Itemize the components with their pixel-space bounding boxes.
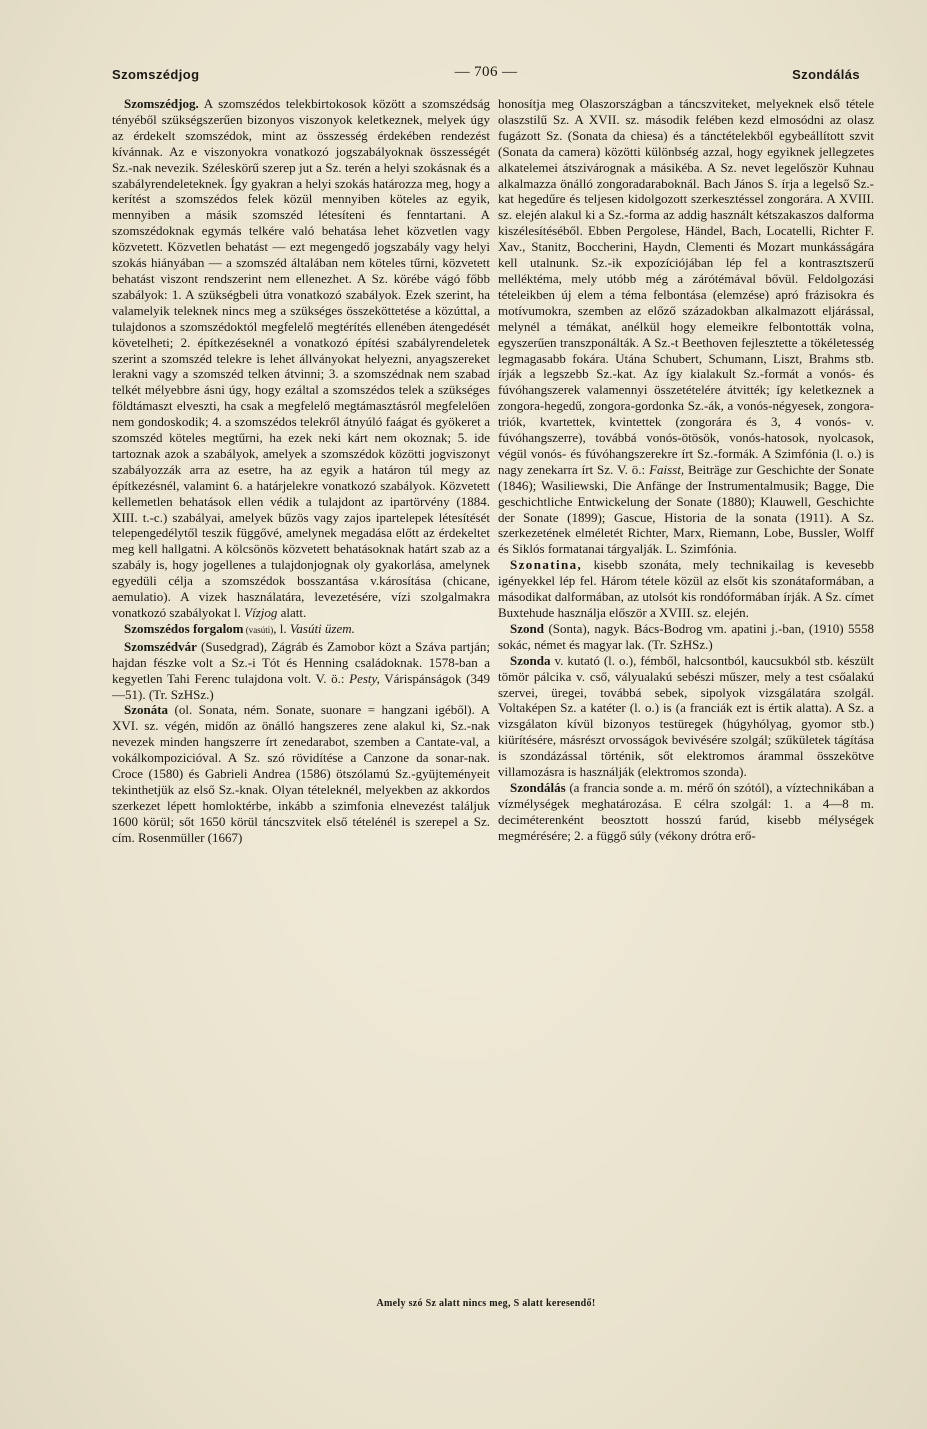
entry-szonata (112, 702, 490, 845)
header-right-guideword: Szondálás (792, 67, 860, 82)
entry-headword: Szond (510, 620, 544, 636)
entry-text: kisebb szonáta, mely technikailag is kevesebb igényekkel lép fel. Három tétele közül az elsőt kis szonátaformában, a másodikat dalformában, az utolsót kis rondóformában írják. A Sz. címet Buxtehude használja először a XVIII. sz. elején. (498, 557, 874, 620)
right-column (498, 96, 874, 1276)
entry-szonatina (498, 557, 874, 621)
entry-crossref: Faisst, (649, 461, 685, 477)
entry-text: (a francia sonde a. m. mérő ón szótól), a víztechnikában a vízmélységek meghatározása. E célra szolgál: 1. a 4—8 m. deciméterenként beosztott hosszú farúd, kisebb mélységek megmérésére; 2. a függő súly (vékony drótra erő- (498, 779, 874, 843)
entry-qualifier: (vasúti) (243, 624, 274, 635)
entry-crossref: Vízjog (244, 605, 278, 620)
entry-text: v. kutató (l. o.), fémből, halcsontból, kaucsukból stb. készült tömör pálcika v. cső, vályualakú sebészi műszer, mely a test csőalakú szervei, üregei, továbbá sebek, sipolyok vizsgálatára szolgál. Voltaképen Sz. a katéter (l. o.) is (a franciák ezt is értik alatta). A Sz. a vizsgálaton kívül bizonyos testüregek (húgyhólyag, gyomor stb.) kiürítésére, másrészt orvosságok bevivésére szolgál; szűkületek tágítása is szondázással történik, sőt elektromos árammal összekötve villamozásra is használják (elektromos szonda). (498, 652, 874, 780)
entry-headword: Szonda (510, 652, 551, 668)
entry-szomszedjog (112, 96, 490, 621)
entry-crossref: Pesty, (349, 670, 380, 686)
header-left-guideword: Szomszédjog (112, 67, 200, 82)
entry-szomszedos-forgalom (112, 621, 490, 639)
entry-headword: Szomszédjog. (124, 96, 199, 111)
left-column (112, 96, 490, 1276)
page-header (112, 64, 860, 84)
entry-text: (Susedgrad), Zágráb és Zamobor közt a Száva partján; hajdan fészke volt a Sz.-i Tót és Henning családoknak. 1578-ban a kegyetlen Tahi Ferenc tulajdona volt. V. ö.: (112, 638, 490, 686)
entry-szondalas (498, 780, 874, 844)
entry-crossref: Vasúti üzem. (289, 620, 355, 636)
entry-headword: Szonatina, (510, 557, 583, 573)
entry-headword: Szonáta (124, 702, 169, 718)
entry-tail: Várispánságok (349—51). (Tr. SzHSz.) (112, 670, 490, 702)
entry-szomszedvar (112, 639, 490, 703)
page-number: — 706 — (454, 64, 518, 80)
entry-szonata-continued (498, 96, 874, 557)
entry-szonda (498, 653, 874, 780)
entry-text: honosítja meg Olaszországban a táncszviteket, melyeknek első tétele olaszstilű Sz. A XVII. sz. második felében kezd elmosódni az olasz fugázott Sz. (Sonata da chiesa) és a tánctételekből egybeállított szvit (Sonata da camera) közötti különbség azzal, hogy egyiknek jellegzetes alkatelemei átszivárognak a másikéba. A Sz. nevet legelőször Kuhnau alkalmazza önálló zongoradaraboknál. Bach János S. írja a legelső Sz.-kat hegedűre és teljesen kidolgozott szerkesztéssel zongorára. A XVIII. sz. elején alakul ki a Sz.-forma az addig használt kétszakaszos dalforma kiszélesítéséből. Ebben Pergolese, Händel, Bach, Locatelli, Richter F. Xav., Stanitz, Boccherini, Haydn, Clementi és Mozart munkásságára kell utalnunk. Sz.-ik expozíciójában lép fel a kontrasztszerű melléktéma, mely utóbb még a zárótémával bővül. Feldolgozási tételeikben új elem a téma felbontása (elemzése) apró frázisokra és motívumokra, szemben az előző századokban alkalmazott eljárással, melynél a témákat, anélkül hogy elemeikre felbontották volna, egyszerűen transzponálták. A Sz.-t Beethoven fejlesztette a tökéletesség legmagasabb fokára. Utána Schubert, Schumann, Liszt, Brahms stb. írják a legszebb Sz.-kat. Az így kialakult Sz.-formát a vonós- és fúvóhangszerek valamennyi összetételére átvitték; így keletkeznek a zongora-hegedű, zongora-gordonka Sz.-ák, a vonós-négyesek, zongora-triók, kvartettek, kvintettek (zongorára és 3, 4 vonós- v. fúvóhangszerre), továbbá vonós-ötösök, vonós-hatosok, nyolcasok, végül vonós- és fúvóhangszerekre írt Sz.-formák. A Szimfónia (l. o.) is nagy zenekarra írt Sz. V. ö.: (498, 96, 874, 477)
page-footer-note: Amely szó Sz alatt nincs meg, S alatt keresendő! (376, 1298, 596, 1309)
entry-headword: Szomszédos forgalom (124, 620, 244, 636)
entry-text: (Sonta), nagyk. Bács-Bodrog vm. apatini j.-ban, (1910) 5558 sokác, német és magyar lak. (Tr. SzHSz.) (498, 620, 874, 652)
entry-text: A szomszédos telekbirtokosok között a szomszédság tényéből szükségszerűen bizonyos viszonyok keletkeznek, melyek úgy az érdekelt szomszédok, mint az összesség érdekében rendezést kívánnak. Az e viszonyokra vonatkozó jogszabályoknak összességét Sz.-nak nevezik. Széleskörű szerep jut a Sz. terén a helyi szokásnak és a szabályrendeleteknek. Így gyakran a helyi szokás határozza meg, hogy a kerítést a szomszédos felek közül mennyiben köteles az egyik, mennyiben a másik szomszéd létesíteni és fenntartani. A szomszédoknak egymás telkére való behatása lehet közvetlen vagy közvetett. Közvetlen behatást — ezt megengedő jogszabály vagy helyi szokás hiányában — a szomszéd általában nem köteles tűrni, közvetett behatást viszont rendszerint nem ellenezhet. A Sz. körébe vágó főbb szabályok: 1. A szükségbeli útra vonatkozó szabályok. Ezek szerint, ha valamelyik teleknek nincs meg a szükséges összeköttetése a közúttal, a tulajdonos a szomszédoktól megfelelő megtérítés ellenében átengedését követelheti; 2. építkezéseknél a vonatkozó építési szabályrendeletek szerint a szomszéd telekre is lehet állványokat helyezni, anyagszereket lerakni vagy a szomszéd telken átvinni; 3. a szomszédnak nem szabad telkét mélyebbre ásni úgy, hogy ezáltal a szomszédos telek a szükséges földtámaszt elveszti, ha csak a megfelelő megtámasztásról megfelelően nem gondoskodik; 4. a szomszédos telekről átnyúló faágat és gyökeret a szomszéd köteles megtűrni, ha ezek neki kárt nem okoznak; 5. ide tartoznak azok a szabályok, amelyek a szomszédok közötti jogviszonyt szabályozzák arra az esetre, ha az egyik a határon túl megy az építkezésnél, valamint 6. a határjelekre vonatkozó szabályok. Közvetett kellemetlen behatások ellen védik a tulajdont az ipartörvény (1884. XIII. t.-c.) szabályai, amelyek bűzös vagy zajos ipartelepek létesítését telepengedélytől teszik függővé, amelynek megadása előtt az érdekeltet meg kell hallgatni. A kölcsönös közvetett behatásoknak határt szab az a szabály is, hogy jogellenes a tulajdonjognak oly gyakorlása, amelynek egyedüli célja a szomszédok bosszantása v.károsítása (chicane, aemulatio). A vizek használatára, levezetésére, vízi szolgalmakra vonatkozó szabályokat l. (112, 96, 490, 620)
entry-headword: Szondálás (510, 779, 566, 795)
entry-text: , l. (273, 620, 290, 636)
entry-szond (498, 621, 874, 653)
entry-tail: Beiträge zur Geschichte der Sonate (1846); Wasiliewski, Die Anfänge der Instrumentalmusik; Bagge, Die geschichtliche Entwickelung der Sonate (1880); Klauwell, Geschichte der Sonate (1899); Gascue, Historia de la sonata (1911). A Sz. szerkezetének elméletét Richter, Marx, Riemann, Lobe, Bussler, Wolff és Siklós formatanai tárgyalják. L. Szimfónia. (498, 461, 874, 557)
entry-tail: alatt. (277, 605, 307, 620)
entry-text: (ol. Sonata, ném. Sonate, suonare = hangzani igéből). A XVI. sz. végén, midőn az önálló hangszeres zene alakul ki, Sz.-nak nevezek minden hangszerre írt zenedarabot, szemben a Cantate-val, a vokálkompozicióval. A Sz. szó rövidítése a Canzone da sonar-nak. Croce (1580) és Gabrieli Andrea (1586) ötszólamú Sz.-gyüjteményeit tekinthetjük az első Sz.-knak. Olyan tételeknél, melyekben az akkordos szerkezet lépett homloktérbe, inkább a szimfonia elnevezést találjuk 1600 körül; sőt 1650 körül táncszvitek első tételénél is szerepel a Sz. cím. Rosenmüller (1667) (112, 702, 490, 845)
entry-headword: Szomszédvár (124, 638, 197, 654)
